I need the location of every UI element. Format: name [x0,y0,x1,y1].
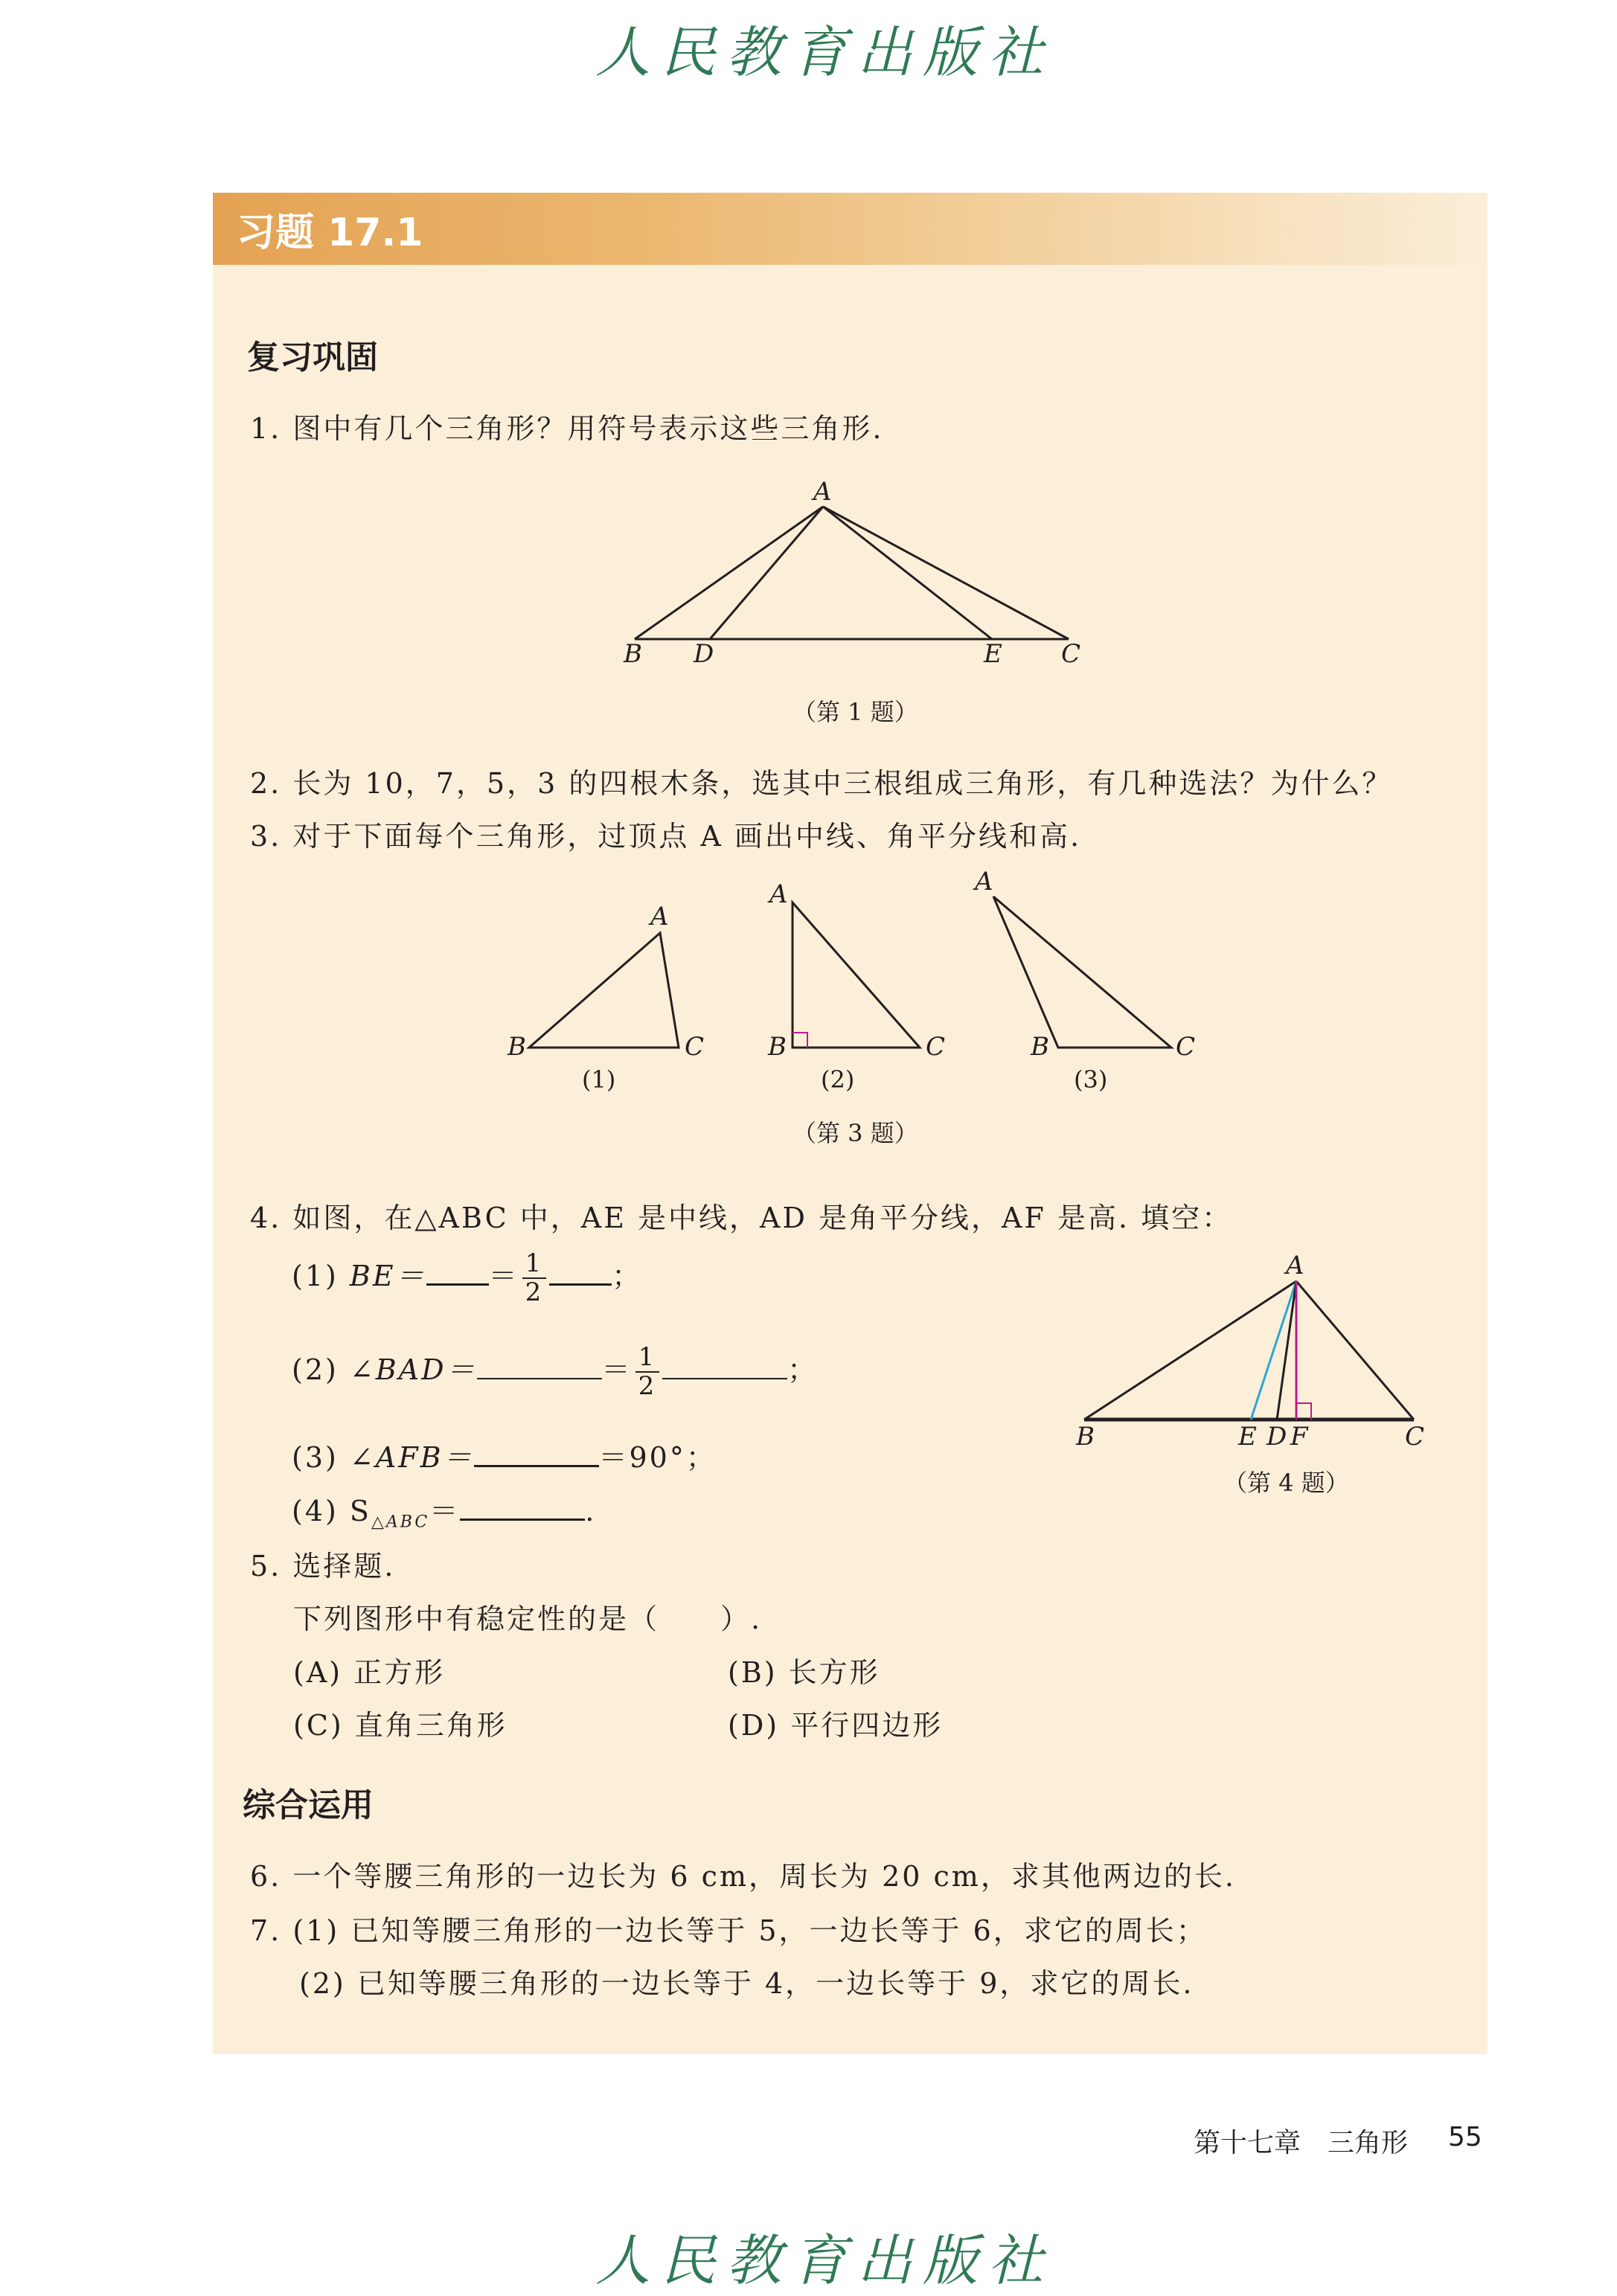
q3-sub-3: (3) [1074,1065,1108,1094]
t2-label-b: B [768,1032,787,1062]
q5-option-c: (C) 直角三角形 [293,1709,507,1742]
blank[interactable] [662,1350,787,1379]
q4-item-1: (1) BE＝ ＝ $\frac{1}{2}$ ； [292,1248,643,1308]
figure-mark [1084,1281,1296,1420]
q3-caption: （第 3 题） [793,1119,918,1147]
segment-ac [823,507,1069,639]
bisector-ad [1277,1281,1296,1420]
footer-chapter: 第十七章 三角形 [1194,2128,1409,2158]
segment-ae [823,507,992,639]
q6-text: 6. 一个等腰三角形的一边长为 6 cm，周长为 20 cm，求其他两边的长. [250,1860,1236,1893]
right-angle-mark [793,1033,807,1048]
q7-line2: (2) 已知等腰三角形的一边长等于 4，一边长等于 9，求它的周长. [299,1967,1194,2000]
q5-question: 下列图形中有稳定性的是（ ）. [293,1603,763,1635]
q4-caption: （第 4 题） [1223,1469,1349,1497]
blank[interactable] [477,1350,602,1379]
q4-item-3: (3) ∠AFB＝ ＝90°； [292,1434,717,1475]
q5-text: 5. 选择题. [250,1550,396,1582]
exercise-title: 习题 17.1 [237,211,423,255]
label-b: B [624,639,642,669]
t3-label-c: C [1176,1032,1196,1062]
blank[interactable] [474,1437,599,1467]
section-apply: 综合运用 [243,1786,374,1824]
publisher-logo-bottom: 人民教育出版社 [595,2229,1054,2293]
q5-option-a: (A) 正方形 [293,1656,446,1689]
figure-q3 [529,897,1171,1048]
q1-caption: （第 1 题） [793,698,918,726]
segment-ad [710,507,823,639]
t3-label-a: A [975,867,993,897]
t1-label-c: C [685,1032,705,1062]
q4-label-c: C [1405,1422,1425,1452]
label-e: E [984,639,1002,669]
triangle-3 [993,897,1171,1048]
q4-label-f: F [1290,1422,1308,1452]
label-a: A [813,477,832,507]
q4-label-a: A [1286,1251,1304,1280]
figure-q1 [635,507,1069,639]
section-review: 复习巩固 [247,339,378,376]
t1-label-a: A [650,902,669,931]
q7-line1: 7. (1) 已知等腰三角形的一边长等于 5，一边长等于 6，求它的周长； [250,1914,1207,1947]
q4-item-2: (2) ∠BAD＝ ＝ $\frac{1}{2}$ ； [292,1342,819,1402]
blank[interactable] [460,1490,585,1521]
q5-option-d: (D) 平行四边形 [728,1709,944,1742]
triangle-2 [793,902,920,1048]
publisher-logo-top: 人民教育出版社 [595,21,1054,85]
q1-text: 1. 图中有几个三角形？用符号表示这些三角形. [250,412,884,445]
median-ae [1251,1281,1296,1420]
q4-label-b: B [1076,1422,1095,1452]
q4-item-4: (4) $S_{\triangle ABC}=$ . [292,1488,596,1532]
blank[interactable] [426,1255,489,1286]
q3-sub-1: (1) [582,1065,616,1094]
label-c: C [1061,639,1081,669]
q5-option-b: (B) 长方形 [728,1656,880,1689]
t2-label-a: A [769,879,788,909]
figure-mark [1296,1403,1311,1420]
figure-q4 [1084,1281,1414,1420]
label-d: D [694,639,714,669]
q3-text: 3. 对于下面每个三角形，过顶点 A 画出中线、角平分线和高. [250,820,1082,853]
t2-label-c: C [926,1032,946,1062]
t1-label-b: B [507,1032,526,1062]
segment-ab [635,507,823,639]
figure-mark [1296,1281,1414,1420]
triangle-1 [529,933,679,1048]
q4-text: 4. 如图，在△ABC 中，AE 是中线，AD 是角平分线，AF 是高. 填空： [250,1202,1233,1234]
q4-label-d: D [1267,1422,1287,1452]
page-number: 55 [1448,2122,1482,2152]
t3-label-b: B [1031,1032,1049,1062]
q2-text: 2. 长为 10，7，5，3 的四根木条，选其中三根组成三角形，有几种选法？为什么？ [250,767,1393,800]
blank[interactable] [549,1255,612,1286]
q3-sub-2: (2) [821,1065,855,1094]
q4-label-e: E [1238,1422,1257,1452]
